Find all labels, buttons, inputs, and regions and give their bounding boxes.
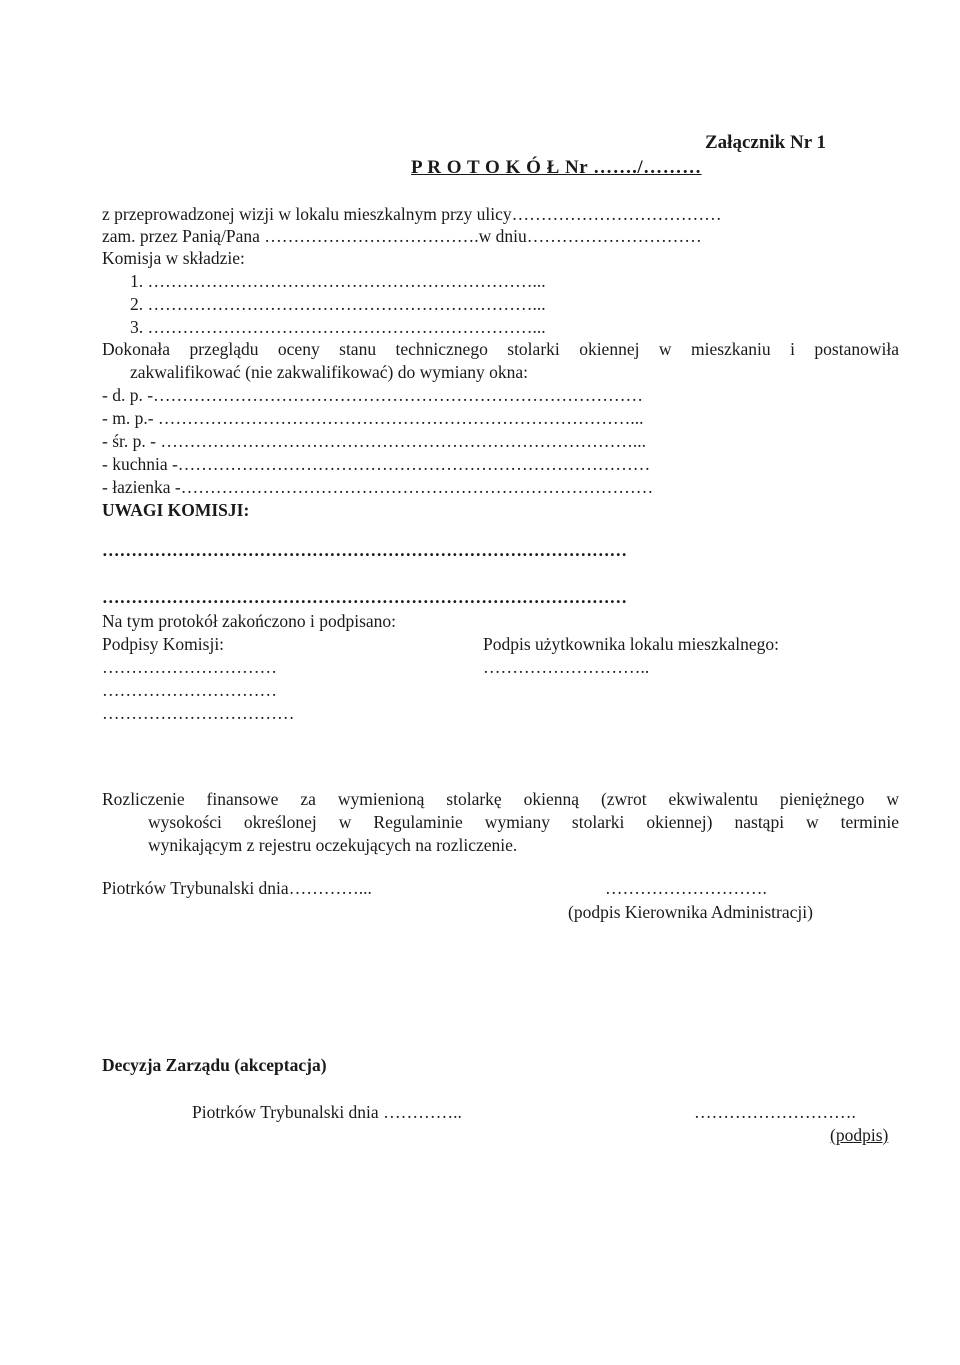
settlement-line-2: wysokości określonej w Regulaminie wymiany stolarki okiennej) nastąpi w terminie bbox=[148, 812, 899, 832]
remarks-line-1: ……………………………………………………………………………… bbox=[102, 540, 627, 560]
closing-statement: Na tym protokół zakończono i podpisano: bbox=[102, 611, 397, 631]
board-decision-heading: Decyzja Zarządu (akceptacja) bbox=[102, 1055, 327, 1075]
commission-member-2: 2. …………………………………………………………... bbox=[130, 294, 546, 314]
commission-member-3: 3. …………………………………………………………... bbox=[130, 317, 546, 337]
commission-signature-line-3: …………………………… bbox=[102, 703, 295, 723]
board-place-date: Piotrków Trybunalski dnia ………….. bbox=[192, 1102, 462, 1122]
owner-signature-label: Podpis użytkownika lokalu mieszkalnego: bbox=[483, 634, 779, 654]
remarks-heading: UWAGI KOMISJI: bbox=[102, 500, 250, 520]
assessment-line-1: Dokonała przeglądu oceny stanu technicznego stolarki okiennej w mieszkaniu i postanowiła bbox=[102, 339, 899, 359]
protocol-title: P R O T O K Ó Ł Nr ……./……… bbox=[411, 157, 702, 178]
owner-signature-line: ……………………….. bbox=[483, 657, 650, 677]
assessment-line-2: zakwalifikować (nie zakwalifikować) do wymiany okna: bbox=[130, 362, 528, 382]
room-living: - d. p. -………………………………………………………………………… bbox=[102, 385, 644, 405]
settlement-line-3: wynikającym z rejestru oczekujących na rozliczenie. bbox=[148, 835, 518, 855]
annex-label: Załącznik Nr 1 bbox=[705, 132, 827, 153]
resident-line: zam. przez Panią/Pana ……………………………….w dniu………………………… bbox=[102, 226, 702, 246]
admin-signature-caption: (podpis Kierownika Administracji) bbox=[568, 902, 813, 922]
settlement-line-1: Rozliczenie finansowe za wymienioną stolarkę okienną (zwrot ekwiwalentu pieniężnego w bbox=[102, 789, 899, 809]
remarks-line-2: ……………………………………………………………………………… bbox=[102, 587, 627, 607]
board-signature-caption: (podpis) bbox=[830, 1125, 889, 1145]
street-line: z przeprowadzonej wizji w lokalu mieszkalnym przy ulicy……………………………… bbox=[102, 204, 722, 224]
commission-signature-line-1: ………………………… bbox=[102, 657, 277, 677]
admin-signature-line: ………………………. bbox=[605, 878, 767, 898]
room-small: - m. p.- ………………………………………………………………………... bbox=[102, 408, 644, 428]
commission-signature-line-2: ………………………… bbox=[102, 680, 277, 700]
room-bathroom: - łazienka -……………………………………………………………………… bbox=[102, 477, 654, 497]
room-kitchen: - kuchnia -……………………………………………………………………… bbox=[102, 454, 651, 474]
board-signature-line: ………………………. bbox=[694, 1102, 856, 1122]
room-medium: - śr. p. - ………………………………………………………………………... bbox=[102, 431, 646, 451]
commission-label: Komisja w składzie: bbox=[102, 248, 245, 268]
commission-signatures-label: Podpisy Komisji: bbox=[102, 634, 225, 654]
admin-place-date: Piotrków Trybunalski dnia…………... bbox=[102, 878, 372, 898]
commission-member-1: 1. …………………………………………………………... bbox=[130, 271, 546, 291]
